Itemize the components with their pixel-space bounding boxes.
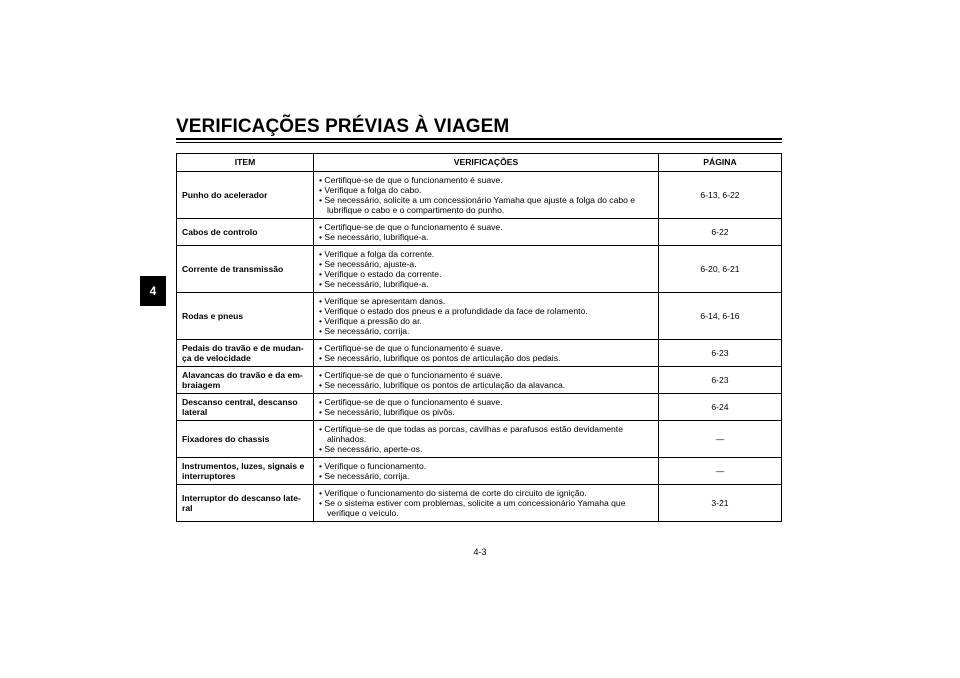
row-checks xyxy=(314,219,659,246)
row-checks xyxy=(314,172,659,219)
table-row xyxy=(177,458,782,485)
check-item: • Verifique o estado dos pneus e a profundidade da face de rolamento. xyxy=(319,306,653,316)
row-page: 6-24 xyxy=(659,394,782,421)
check-item: • Se necessário, lubrifique-a. xyxy=(319,279,653,289)
check-item: • Verifique o estado da corrente. xyxy=(319,269,653,279)
row-item: Cabos de controlo xyxy=(177,219,314,246)
row-item: Rodas e pneus xyxy=(177,293,314,340)
check-item: • Verifique se apresentam danos. xyxy=(319,296,653,306)
row-page: 6-23 xyxy=(659,340,782,367)
pre-ride-checklist-table xyxy=(176,153,782,522)
table-row xyxy=(177,421,782,458)
table-row xyxy=(177,293,782,340)
check-item: • Se necessário, lubrifique-a. xyxy=(319,232,653,242)
row-page: 3-21 xyxy=(659,485,782,522)
row-page: — xyxy=(659,421,782,458)
table-row xyxy=(177,367,782,394)
check-item: • Se necessário, corrija. xyxy=(319,471,653,481)
row-checks xyxy=(314,458,659,485)
row-checks xyxy=(314,293,659,340)
check-item: • Certifique-se de que o funcionamento é suave. xyxy=(319,175,653,185)
check-item: • Verifique o funcionamento. xyxy=(319,461,653,471)
row-page: 6-22 xyxy=(659,219,782,246)
table-row xyxy=(177,219,782,246)
row-checks xyxy=(314,394,659,421)
check-item: • Verifique a folga do cabo. xyxy=(319,185,653,195)
row-page: 6-13, 6-22 xyxy=(659,172,782,219)
header-item: ITEM xyxy=(177,154,314,172)
header-checks: VERIFICAÇÕES xyxy=(314,154,659,172)
header-page: PÁGINA xyxy=(659,154,782,172)
table-row xyxy=(177,394,782,421)
check-item: • Se necessário, aperte-os. xyxy=(319,444,653,454)
row-checks xyxy=(314,485,659,522)
row-item: Punho do acelerador xyxy=(177,172,314,219)
row-page: 6-20, 6-21 xyxy=(659,246,782,293)
row-item: Fixadores do chassis xyxy=(177,421,314,458)
row-item: Pedais do travão e de mudan-ça de velocidade xyxy=(177,340,314,367)
row-item: Descanso central, descanso lateral xyxy=(177,394,314,421)
row-item: Interruptor do descanso late-ral xyxy=(177,485,314,522)
row-checks xyxy=(314,246,659,293)
check-item: • Certifique-se de que o funcionamento é suave. xyxy=(319,343,653,353)
check-item: • Se necessário, solicite a um concessionário Yamaha que ajuste a folga do cabo e lubrifique o cabo e o compartimento do punho. xyxy=(319,195,653,215)
row-item: Alavancas do travão e da em-braiagem xyxy=(177,367,314,394)
row-page: 6-23 xyxy=(659,367,782,394)
table-header-row xyxy=(177,154,782,172)
title-rule-thin xyxy=(176,142,782,143)
check-item: • Se necessário, lubrifique os pivôs. xyxy=(319,407,653,417)
check-item: • Certifique-se de que o funcionamento é suave. xyxy=(319,397,653,407)
page-title: VERIFICAÇÕES PRÉVIAS À VIAGEM xyxy=(176,116,510,137)
row-item: Instrumentos, luzes, signais e interruptores xyxy=(177,458,314,485)
check-item: • Verifique o funcionamento do sistema de corte do circuito de ignição. xyxy=(319,488,653,498)
table-row xyxy=(177,246,782,293)
check-item: • Verifique a folga da corrente. xyxy=(319,249,653,259)
check-item: • Se necessário, ajuste-a. xyxy=(319,259,653,269)
check-item: • Se necessário, corrija. xyxy=(319,326,653,336)
row-checks xyxy=(314,367,659,394)
row-item: Corrente de transmissão xyxy=(177,246,314,293)
row-page: — xyxy=(659,458,782,485)
row-checks xyxy=(314,340,659,367)
row-page: 6-14, 6-16 xyxy=(659,293,782,340)
table-row xyxy=(177,485,782,522)
check-item: • Verifique a pressão do ar. xyxy=(319,316,653,326)
check-item: • Se necessário, lubrifique os pontos de articulação da alavanca. xyxy=(319,380,653,390)
table-row xyxy=(177,172,782,219)
check-item: • Certifique-se de que o funcionamento é suave. xyxy=(319,222,653,232)
check-item: • Se necessário, lubrifique os pontos de articulação dos pedais. xyxy=(319,353,653,363)
row-checks xyxy=(314,421,659,458)
table-row xyxy=(177,340,782,367)
check-item: • Certifique-se de que o funcionamento é suave. xyxy=(319,370,653,380)
check-item: • Certifique-se de que todas as porcas, cavilhas e parafusos estão devidamente alinhados. xyxy=(319,424,653,444)
check-item: • Se o sistema estiver com problemas, solicite a um concessionário Yamaha que verifique o veículo. xyxy=(319,498,653,518)
title-rule-thick xyxy=(176,138,782,140)
page-number: 4-3 xyxy=(473,547,487,557)
chapter-tab: 4 xyxy=(140,276,166,306)
